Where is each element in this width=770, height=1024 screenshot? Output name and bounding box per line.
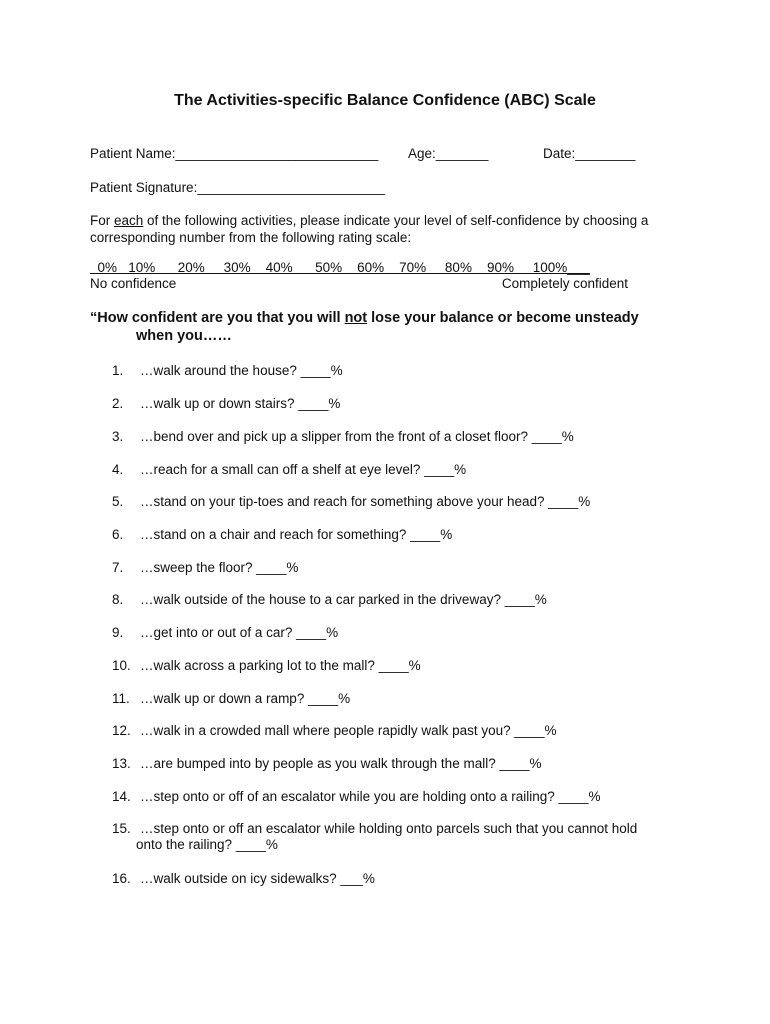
document-title: The Activities-specific Balance Confidence (ABC) Scale (174, 92, 596, 109)
item-number: 8. (112, 592, 124, 607)
item-number: 9. (112, 625, 124, 640)
list-item (112, 396, 672, 412)
item-text[interactable]: …walk up or down a ramp? ____% (140, 691, 351, 706)
item-number: 1. (112, 363, 124, 378)
date-field[interactable]: Date:________ (543, 146, 636, 161)
item-text[interactable]: …walk outside on icy sidewalks? ___% (140, 871, 375, 886)
list-item (112, 821, 672, 853)
item-number: 6. (112, 527, 124, 542)
list-item (112, 494, 672, 510)
item-text[interactable]: …walk in a crowded mall where people rapidly walk past you? ____% (140, 723, 557, 738)
list-item (112, 658, 672, 674)
item-text[interactable]: …bend over and pick up a slipper from the front of a closet floor? ____% (140, 429, 574, 444)
item-text[interactable]: …stand on a chair and reach for something? ____% (140, 527, 453, 542)
item-text[interactable]: …stand on your tip-toes and reach for something above your head? ____% (140, 494, 591, 509)
item-number: 7. (112, 560, 124, 575)
instructions-pre: For (90, 213, 115, 228)
list-item (112, 462, 672, 478)
item-text[interactable]: …get into or out of a car? ____% (140, 625, 339, 640)
item-number: 13. (112, 756, 131, 771)
patient-signature-field[interactable]: Patient Signature:_________________________ (90, 180, 386, 195)
question-line2: when you…… (136, 328, 232, 344)
item-text[interactable]: …walk across a parking lot to the mall? ____% (140, 658, 421, 673)
item-text[interactable]: …reach for a small can off a shelf at eye level? ____% (140, 462, 467, 477)
item-number: 10. (112, 658, 131, 673)
question-pre: “How confident are you that you will (90, 310, 345, 326)
list-item (112, 429, 672, 445)
age-field[interactable]: Age:_______ (408, 146, 489, 161)
item-text[interactable]: …step onto or off an escalator while holding onto parcels such that you cannot hold (140, 821, 638, 836)
list-item (112, 363, 672, 379)
instructions-post: of the following activities, please indicate your level of self-confidence by choosing a (143, 213, 649, 228)
rating-scale: 0% 10% 20% 30% 40% 50% 60% 70% 80% 90% 100%___ (90, 260, 590, 275)
list-item (112, 592, 672, 608)
question-post: lose your balance or become unsteady (367, 310, 639, 326)
instructions-emph: each (114, 213, 144, 228)
item-text[interactable]: …sweep the floor? ____% (140, 560, 299, 575)
item-number: 12. (112, 723, 131, 738)
list-item (112, 723, 672, 739)
list-item (112, 691, 672, 707)
instructions-line2: corresponding number from the following rating scale: (90, 230, 412, 245)
instructions (90, 212, 648, 246)
item-text[interactable]: …walk around the house? ____% (140, 363, 343, 378)
item-text[interactable]: …walk outside of the house to a car parked in the driveway? ____% (140, 592, 547, 607)
item-number: 15. (112, 821, 131, 836)
item-number: 16. (112, 871, 131, 886)
item-number: 14. (112, 789, 131, 804)
list-item (112, 756, 672, 772)
list-item (112, 789, 672, 805)
question-prompt (90, 309, 680, 345)
item-number: 3. (112, 429, 124, 444)
item-number: 5. (112, 494, 124, 509)
rating-scale-labels (90, 276, 628, 291)
list-item (112, 625, 672, 641)
item-number: 2. (112, 396, 124, 411)
item-text[interactable]: …step onto or off of an escalator while you are holding onto a railing? ____% (140, 789, 601, 804)
question-emph: not (344, 310, 368, 326)
patient-name-field[interactable]: Patient Name:___________________________ (90, 146, 379, 161)
scale-left-label: No confidence (90, 276, 177, 291)
list-item (112, 560, 672, 576)
list-item (112, 871, 672, 887)
list-item (112, 527, 672, 543)
scale-right-label: Completely confident (501, 276, 628, 291)
item-number: 11. (112, 691, 130, 706)
item-text[interactable]: …are bumped into by people as you walk through the mall? ____% (140, 756, 542, 771)
item-text-continued[interactable]: onto the railing? ____% (136, 837, 278, 852)
item-number: 4. (112, 462, 124, 477)
item-text[interactable]: …walk up or down stairs? ____% (140, 396, 341, 411)
